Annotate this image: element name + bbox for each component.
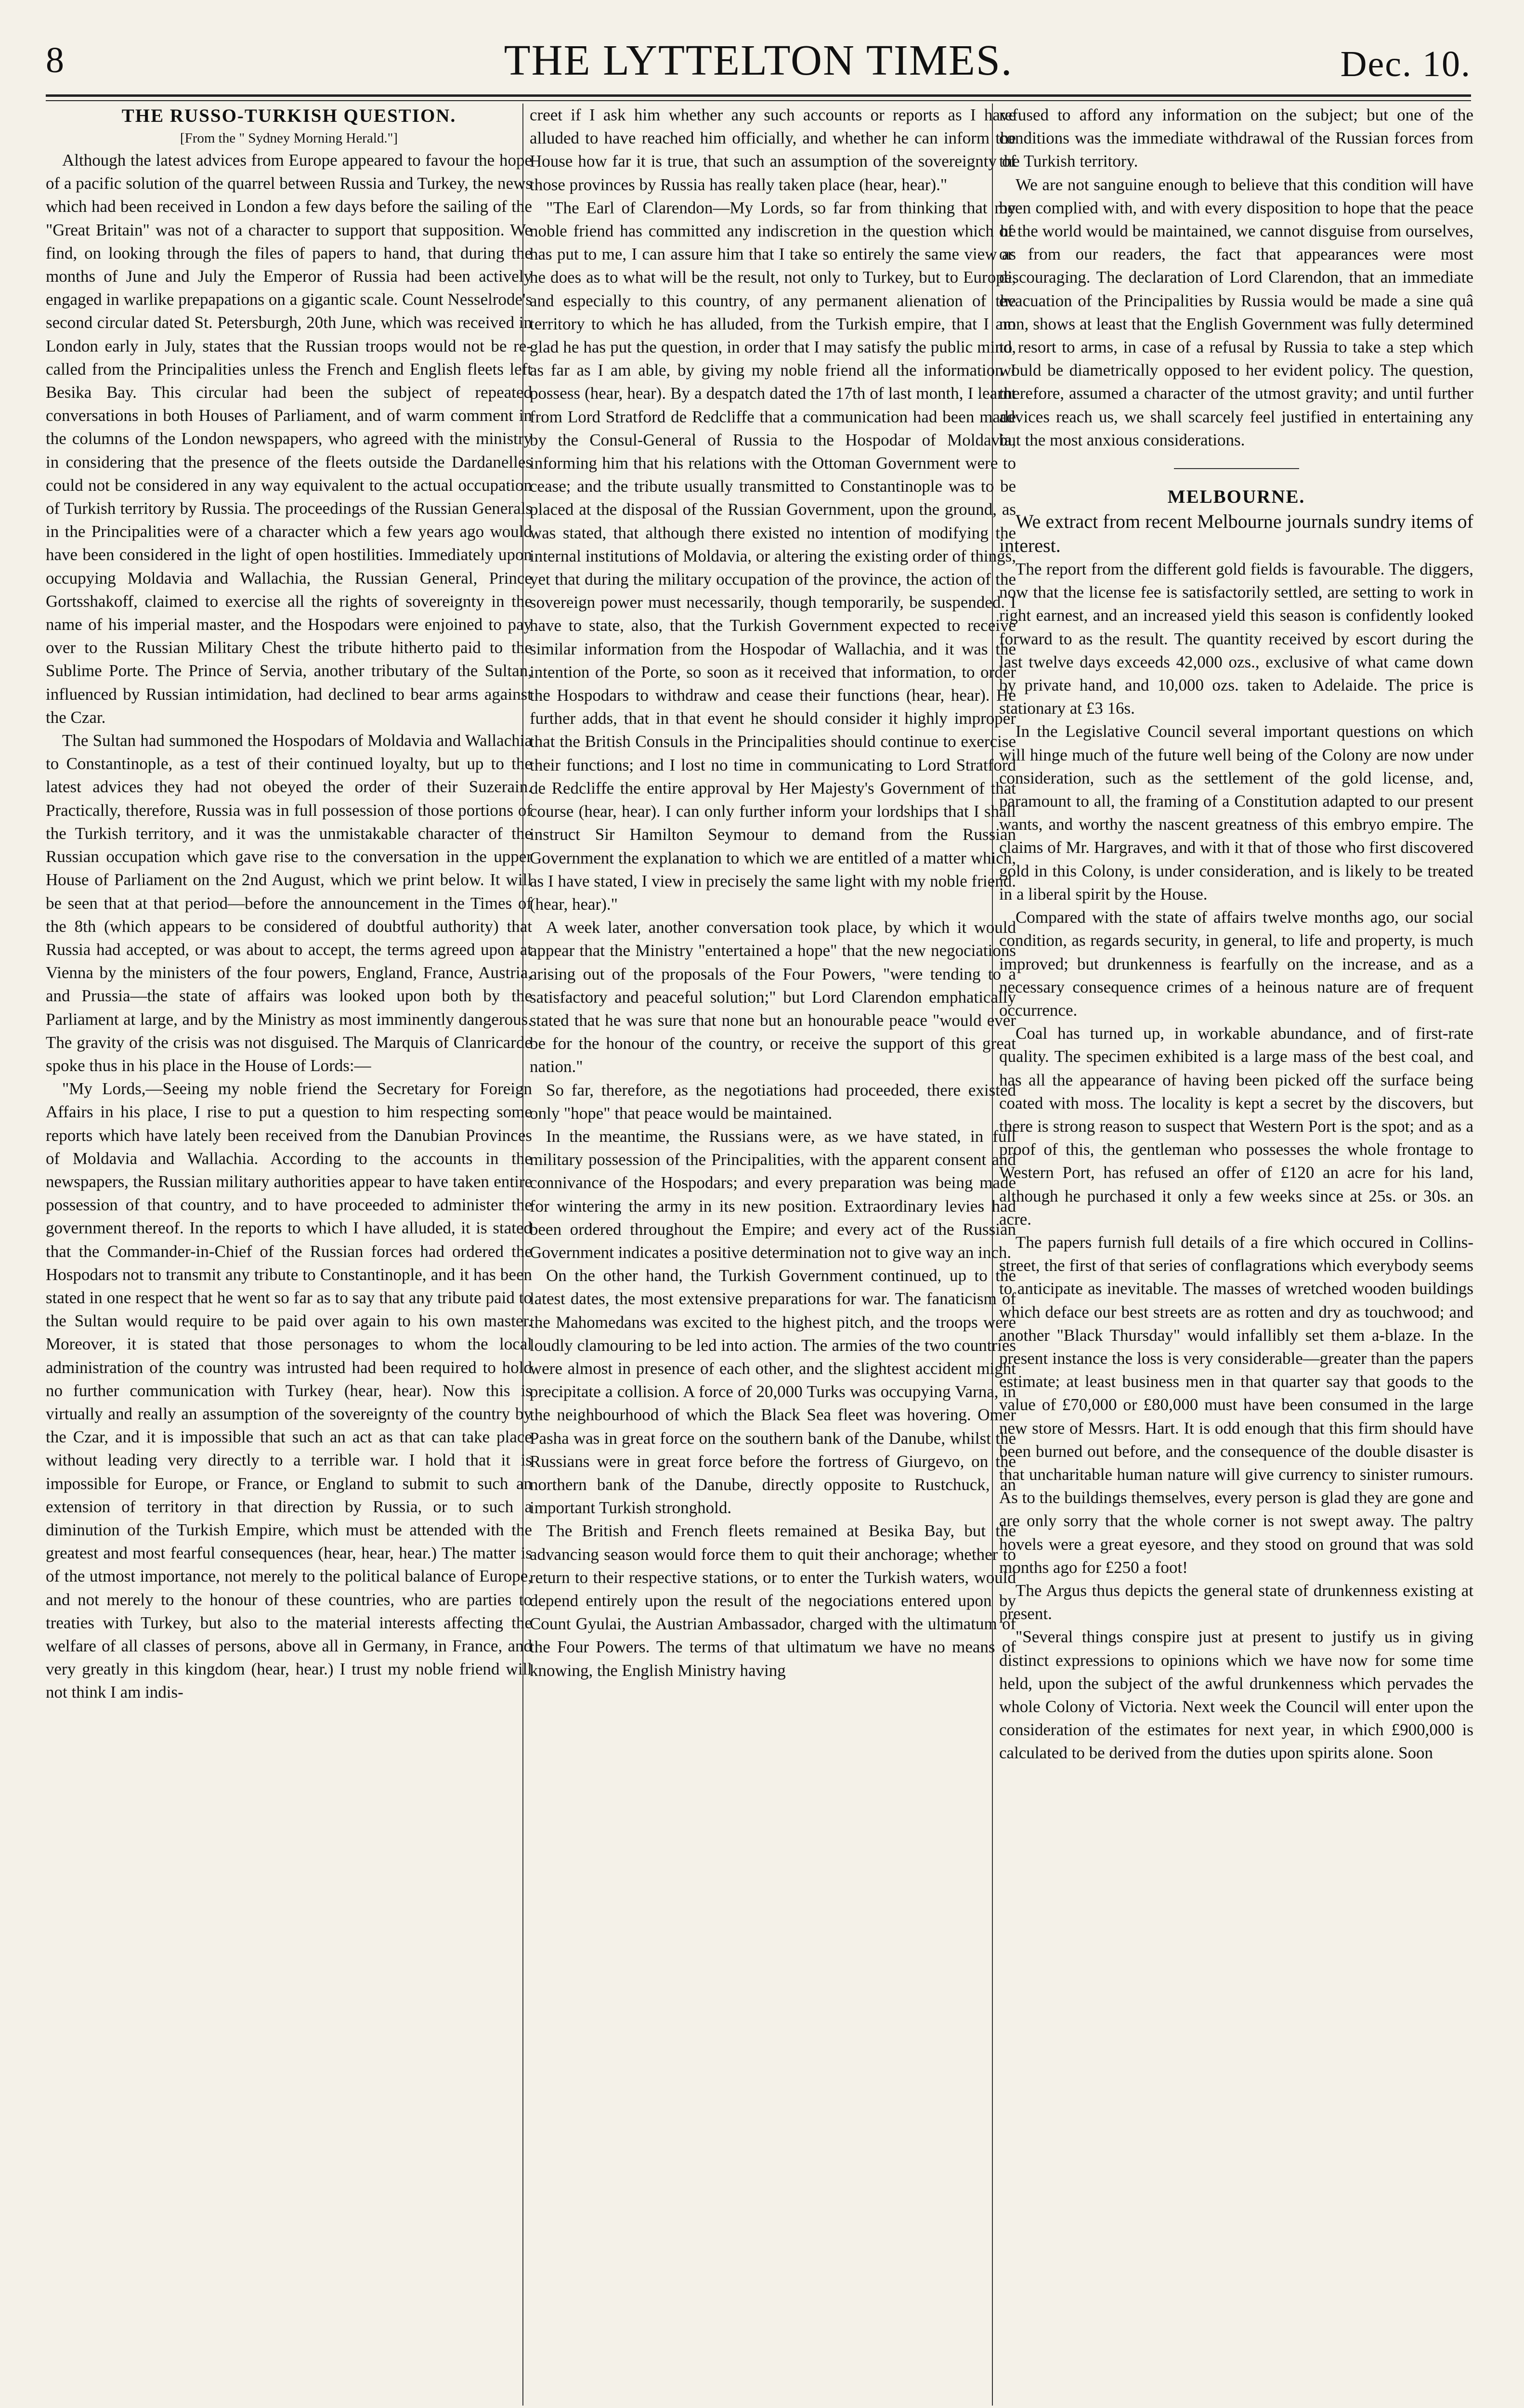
newspaper-title: THE LYTTELTON TIMES. [504, 37, 1013, 84]
article-paragraph: In the Legislative Council several important questions on which will hinge much of the future well being of the Colony are now under consideration, such as the settlement of the gold license, and, paramount to all, the framing of a Constitution adapted to our present wants, and worthy the nascent greatness of this embryo empire. The claims of Mr. Hargraves, and with it that of those who first discovered gold in this Colony, is under consideration, and is likely to be treated in a liberal spirit by the House. [999, 722, 1473, 903]
column-two [530, 104, 1016, 2408]
article-title-russo-turkish: THE RUSSO-TURKISH QUESTION. [121, 105, 456, 126]
column-one [46, 104, 532, 2408]
page-number: 8 [46, 40, 64, 80]
article-paragraph: refused to afford any information on the subject; but one of the conditions was the immediate withdrawal of the Russian forces from the Turkish territory. [999, 105, 1473, 171]
article-paragraph: The Argus thus depicts the general state of drunkenness existing at present. [999, 1581, 1473, 1623]
column-three [999, 104, 1473, 2408]
article-paragraph: Compared with the state of affairs twelve months ago, our social condition, as regards security, in general, to life and property, is much improved; but drunkenness is fearfully on the increase, and as a necessary consequence crimes of a heinous nature are of frequent occurrence. [999, 908, 1473, 1020]
article-paragraph: "Several things conspire just at present to justify us in giving distinct expressions to opinions which we have now for some time held, upon the subject of the awful drunkenness which pervades the whole Colony of Victoria. Next week the Council will enter upon the consideration of the estimates for next year, in which £900,000 is calculated to be derived from the duties upon spirits alone. Soon [999, 1627, 1473, 1763]
section-divider [1174, 468, 1299, 469]
masthead-rule-thin [46, 100, 1471, 101]
article-source: [From the " Sydney Morning Herald."] [180, 131, 398, 146]
article-paragraph: So far, therefore, as the negotiations had proceeded, there existed only "hope" that peace would be maintained. [530, 1080, 1016, 1123]
article-paragraph: "The Earl of Clarendon—My Lords, so far from thinking that my noble friend has committed any indiscretion in the question which he has put to me, I can assure him that I take so entirely the same view as he does as to what will be the result, not only to Turkey, but to Europe, and especially to this country, of any permanent alienation of the territory to which he has alluded, from the Turkish empire, that I am glad he has put the question, in order that I may satisfy the public mind, as far as I am able, by giving my noble friend all the information I possess (hear, hear). By a despatch dated the 17th of last month, I learnt from Lord Stratford de Redcliffe that a communication had been made by the Consul-General of Russia to the Hospodar of Moldavia, informing him that his relations with the Ottoman Government were to cease; and the tribute usually transmitted to Constantinople was to be placed at the disposal of the Russian Government, upon the ground, as was stated, that although there existed no intention of modifying the internal institutions of Moldavia, or altering the existing order of things, yet that during the military occupation of the province, the action of the sovereign power must necessarily, though temporarily, be suspended. I have to state, also, that the Turkish Government expected to receive similar information from the Hospodar of Wallachia, and it was the intention of the Porte, so soon as it received that information, to order the Hospodars to withdraw and cease their functions (hear, hear). He further adds, that in that event he should consider it highly improper that the British Consuls in the Principalities should continue to exercise their functions; and I lost no time in communicating to Lord Stratford de Redcliffe the entire approval by Her Majesty's Government of that course (hear, hear). I can only further inform your lordships that I shall instruct Sir Hamilton Seymour to demand from the Russian Government the explanation to which we are entitled of a matter which, as I have stated, I view in precisely the same light with my noble friend. (hear, hear)." [530, 198, 1016, 914]
article-paragraph: We are not sanguine enough to believe that this condition will have been complied with, and with every disposition to hope that the peace of the world would be maintained, we cannot disguise from ourselves, or from our readers, the fact that appearances were most discouraging. The declaration of Lord Clarendon, that an immediate evacuation of the Principalities by Russia would be made a sine quâ non, shows at least that the English Government was fully determined to resort to arms, in case of a refusal by Russia to take a step which would be diametrically opposed to her evident policy. The question, therefore, assumed a character of the utmost gravity; and until further advices reach us, we shall scarcely feel justified in entertaining any but the most anxious considerations. [999, 175, 1473, 449]
article-paragraph: creet if I ask him whether any such accounts or reports as I have alluded to have reached him officially, and whether he can inform the House how far it is true, that such an assumption of the sovereignty of those provinces by Russia has really taken place (hear, hear)." [530, 105, 1016, 194]
article-paragraph: The report from the different gold fields is favourable. The diggers, now that the license fee is satisfactorily settled, are setting to work in right earnest, and an increased yield this season is confidently looked forward to as the result. The quantity received by escort during the last twelve days exceeds 42,000 ozs., exclusive of what came down by private hand, and 10,000 ozs. taken to Adelaide. The price is stationary at £3 16s. [999, 560, 1473, 718]
article-paragraph: A week later, another conversation took place, by which it would appear that the Ministry "entertained a hope" that the new negociations arising out of the proposals of the Four Powers, "were tending to a satisfactory and peaceful solution;" but Lord Clarendon emphatically stated that he was sure that none but an honourable peace "would ever be for the honour of the country, or receive the support of this great nation." [530, 918, 1016, 1076]
article-paragraph: In the meantime, the Russians were, as we have stated, in full military possession of the Principalities, with the apparent consent and connivance of the Hospodars; and every preparation was being made for wintering the army in its new position. Extraordinary levies had been ordered throughout the Empire; and every act of the Russian Government indicates a positive determination not to give way an inch. [530, 1126, 1016, 1262]
article-paragraph: Coal has turned up, in workable abundance, and of first-rate quality. The specimen exhibited is a large mass of the best coal, and has all the appearance of having been picked off the surface being coated with moss. The locality is kept a secret by the discovers, but there is strong reason to suspect that Western Port is the spot; and as a proof of this, the gentleman who possesses the whole frontage to Western Port, has refused an offer of £120 an acre for his land, although he purchased it only a few weeks since at 25s. or 30s. an acre. [999, 1024, 1473, 1229]
article-paragraph: The papers furnish full details of a fire which occured in Collins-street, the first of that series of conflagrations which everybody seems to anticipate as inevitable. The masses of wretched wooden buildings which deface our best streets are as rotten and dry as touchwood; and another "Black Thursday" would infallibly set them a-blaze. In the present instance the loss is very considerable—greater than the papers estimate; at least business men in that quarter say that goods to the value of £70,000 or £80,000 must have been consumed in the large new store of Messrs. Hart. It is odd enough that this firm should have been burned out before, and the consequence of the double disaster is that uncharitable human nature will give currency to sinister rumours. As to the buildings themselves, every person is glad they are gone and are only sorry that the whole corner is not swept away. The paltry hovels were a great eyesore, and they stood on ground that was sold months ago for £250 a foot! [999, 1232, 1473, 1577]
article-intro: We extract from recent Melbourne journals sundry items of interest. [999, 510, 1473, 557]
article-paragraph: The Sultan had summoned the Hospodars of Moldavia and Wallachia to Constantinople, as a test of their continued loyalty, but up to the latest advices they had not obeyed the order of their Suzerain. Practically, therefore, Russia was in full possession of those portions of the Turkish territory, and it was the unmistakable character of the Russian occupation which gave rise to the conversation in the upper House of Parliament on the 2nd August, which we print below. It will be seen that at that period—before the announcement in the Times of the 8th (which appears to be considered of doubtful authority) that Russia had accepted, or was about to accept, the terms agreed upon at Vienna by the ministers of the four powers, England, France, Austria, and Prussia—the state of affairs was looked upon both by the Parliament at large, and by the Ministry as most imminently dangerous. The gravity of the crisis was not disguised. The Marquis of Clanricarde spoke thus in his place in the House of Lords:— [46, 731, 532, 1075]
article-paragraph: "My Lords,—Seeing my noble friend the Secretary for Foreign Affairs in his place, I rise to put a question to him respecting some reports which have lately been received from the Danubian Provinces of Moldavia and Wallachia. According to the accounts in the newspapers, the Russian military authorities appear to have taken entire possession of that country, and to have proceeded to administer the government thereof. In the reports to which I have alluded, it is stated that the Commander-in-Chief of the Russian forces had ordered the Hospodars not to transmit any tribute to Constantinople, and it has been stated in one respect that he went so far as to say that any tribute paid to the Sultan would require to be paid over again to his own master. Moreover, it is stated that those personages to whom the local administration of the country was intrusted had been required to hold no further communication with Turkey (hear, hear). Now this is virtually and really an assumption of the sovereignty of the country by the Czar, and it is impossible that such an act as that can take place without leading very directly to a terrible war. I hold that it is impossible for Europe, or France, or England to submit to such an extension of territory in that direction by Russia, or to such a diminution of the Turkish Empire, which must be attended with the greatest and most fearful consequences (hear, hear, hear.) The matter is of the utmost importance, not merely to the political balance of Europe, and not merely to the honour of these countries, who are parties to treaties with Turkey, but also to the material interests affecting the welfare of all classes of persons, above all in Germany, in France, and very greatly in this kingdom (hear, hear.) I trust my noble friend will not think I am indis- [46, 1079, 532, 1702]
masthead-rule [46, 94, 1471, 97]
issue-date: Dec. 10. [1340, 44, 1471, 84]
article-title-melbourne: MELBOURNE. [1167, 486, 1305, 508]
article-paragraph: On the other hand, the Turkish Government continued, up to the latest dates, the most extensive preparations for war. The fanaticism of the Mahomedans was excited to the highest pitch, and the troops were loudly clamouring to be led into action. The armies of the two countries were almost in presence of each other, and the slightest accident might precipitate a collision. A force of 20,000 Turks was occupying Varna, in the neighbourhood of which the Black Sea fleet was hovering. Omer Pasha was in great force on the southern bank of the Danube, whilst the Russians were in great force before the fortress of Giurgevo, on the northern bank of the Danube, directly opposite to Rustchuck, an important Turkish stronghold. [530, 1266, 1016, 1518]
article-paragraph: Although the latest advices from Europe appeared to favour the hope of a pacific solution of the quarrel between Russia and Turkey, the news which had been received in London a few days before the sailing of the "Great Britain" was not of a character to support that supposition. We find, on looking through the files of papers to hand, that during the months of June and July the Emperor of Russia had been actively engaged in warlike prepapations on a gigantic scale. Count Nesselrode's second circular dated St. Petersburgh, 20th June, which was received in London early in July, states that the Russian troops would not be re-called from the Principalities unless the French and English fleets left Besika Bay. This circular had been the subject of repeated conversations in both Houses of Parliament, and of warm comment in the columns of the London newspapers, who agreed with the ministry in considering that the presence of the fleets outside the Dardanelles could not be considered in any way equivalent to the actual occupation of Turkish territory by Russia. The proceedings of the Russian Generals in the Principalities were of a character which a few years ago would have been considered in the light of open hostilities. Immediately upon occupying Moldavia and Wallachia, the Russian General, Prince Gortsshakoff, claimed to exercise all the rights of sovereignty in the name of his imperial master, and the Hospodars were enjoined to pay over to the Russian Military Chest the tribute hitherto paid to the Sublime Porte. The Prince of Servia, another tributary of the Sultan, influenced by Russian intimidation, had declined to bear arms against the Czar. [46, 151, 532, 727]
masthead [46, 34, 1471, 96]
article-paragraph: The British and French fleets remained at Besika Bay, but the advancing season would force them to quit their anchorage; whether to return to their respective stations, or to enter the Turkish waters, would depend entirely upon the result of the negociations entered upon by Count Gyulai, the Austrian Ambassador, charged with the ultimatum of the Four Powers. The terms of that ultimatum we have no means of knowing, the English Ministry having [530, 1521, 1016, 1680]
